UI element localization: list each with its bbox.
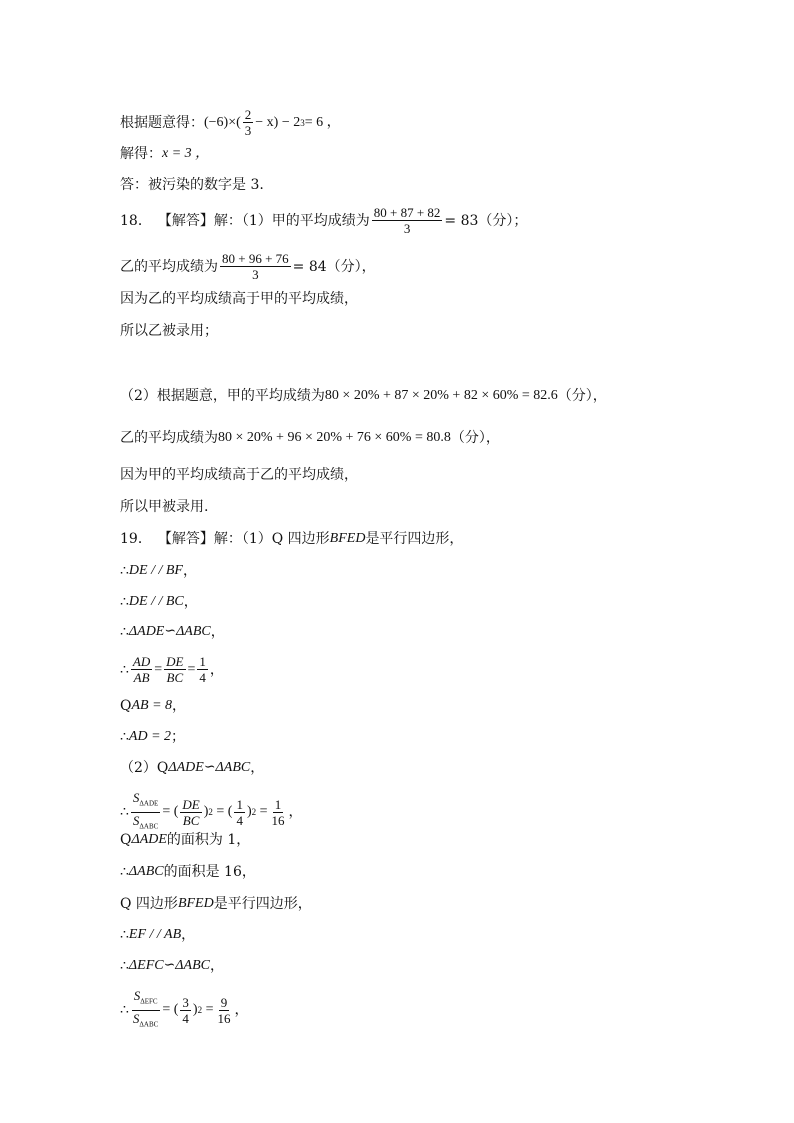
text: ∴ (120, 958, 129, 974)
text: ， (209, 958, 224, 974)
text: （分）， (450, 430, 500, 446)
text: Q (120, 832, 132, 848)
text: ， (172, 698, 187, 714)
text: ∴ (120, 624, 129, 640)
text: ， (288, 804, 303, 821)
line-11 (120, 498, 208, 516)
text: 解：（1）Q 四边形 (213, 531, 330, 547)
line-9 (120, 429, 500, 447)
text: = 84（分）， (292, 258, 376, 275)
line-5 (120, 251, 376, 282)
line-20: ∴ $\frac{S_{\Delta ADE}}{S_{\Delta ABC}}$ = ( $\frac{DE}{BC}$ ) 2 = ( $\frac{1}{4}$ ) 2 = $\frac{1}{16}$ ， (120, 790, 303, 834)
text: Q (120, 698, 132, 714)
expr: EF / / AB (128, 927, 182, 942)
line-21 (120, 831, 250, 849)
text: 答：被污染的数字是 3. (120, 177, 264, 193)
line-14 (120, 593, 198, 611)
fraction: $\frac{DE}{BC}$ (182, 796, 200, 828)
fraction: $\frac{S_{\Delta EFC}}{S_{\Delta ABC}}$ (132, 988, 159, 1029)
fraction: $\frac{DE}{BC}$ (166, 654, 184, 685)
text: 乙的平均成绩为 (120, 430, 218, 446)
expr: AB = 8 (131, 698, 173, 713)
text: （2）Q (120, 760, 169, 776)
fraction: $\frac{AD}{AB}$ (132, 654, 151, 685)
text: Q 四边形 (120, 896, 178, 912)
line-2 (120, 145, 209, 163)
fraction: $\frac{3}{4}$ (182, 994, 189, 1026)
text: ， (210, 624, 225, 640)
line-8 (120, 387, 607, 405)
text: ， (250, 760, 265, 776)
line-6 (120, 290, 358, 308)
text: ∴ (120, 594, 129, 610)
text: ， (183, 594, 198, 610)
text: ∴ (120, 804, 129, 821)
text: ∴ (120, 729, 129, 745)
answer-tag: 【解答】 (157, 212, 214, 229)
line-18 (120, 728, 185, 746)
text: 是平行四边形， (213, 896, 312, 912)
expr: 80 × 20% + 96 × 20% + 76 × 60% = 80.8 (218, 430, 451, 445)
text: （2）根据题意，甲的平均成绩为 (120, 388, 325, 404)
text: 解得： (120, 146, 162, 162)
text: ， (209, 661, 224, 678)
text: 所以乙被录用； (120, 323, 218, 339)
fraction: $\frac{9}{16}$ (217, 994, 231, 1026)
line-24 (120, 926, 195, 944)
text: ， (181, 927, 196, 943)
line-1: 根据题意得： (−6)×( $\frac{2}{3}$ − x) − 2 3 = 6 ， (120, 107, 341, 138)
line-7 (120, 322, 218, 340)
text: 根据题意得： (120, 114, 204, 131)
text: 的面积是 16， (163, 864, 256, 880)
expr: ΔADE∽ΔABC (128, 624, 211, 639)
fraction: $\frac{1}{4}$ (236, 796, 243, 828)
text: ∴ (120, 927, 129, 943)
text: ， (182, 563, 197, 579)
line-25 (120, 957, 224, 975)
line-17 (120, 697, 186, 715)
text: 乙的平均成绩为 (120, 258, 218, 275)
line-23 (120, 895, 312, 913)
line-12 (120, 530, 463, 548)
question-number: 18． (120, 212, 152, 229)
fraction: $\frac{80 + 87 + 82}{3}$ (373, 205, 441, 236)
text: 因为乙的平均成绩高于甲的平均成绩， (120, 291, 358, 307)
question-number: 19． (120, 531, 152, 547)
text: 是平行四边形， (365, 531, 464, 547)
fraction: $\frac{2}{3}$ (244, 107, 252, 138)
fraction: $\frac{1}{16}$ (271, 796, 285, 828)
line-13 (120, 562, 197, 580)
line-10 (120, 466, 358, 484)
expr: ΔADE∽ΔABC (168, 760, 251, 775)
text: ∴ (120, 1002, 129, 1019)
line-26: ∴ $\frac{S_{\Delta EFC}}{S_{\Delta ABC}}$ = ( $\frac{3}{4}$ ) 2 = $\frac{9}{16}$ ， (120, 988, 248, 1032)
variable: BFED (177, 896, 214, 911)
fraction: $\frac{80 + 96 + 76}{3}$ (222, 251, 289, 282)
expr: ΔABC (128, 864, 164, 879)
text: 所以甲被录用. (120, 499, 209, 515)
line-4 (120, 205, 527, 236)
fraction: $\frac{1}{4}$ (199, 654, 206, 685)
text: ∴ (120, 864, 129, 880)
text: 解：（1）甲的平均成绩为 (213, 212, 370, 229)
expr: AD = 2 (128, 729, 172, 744)
expr: 80 × 20% + 87 × 20% + 82 × 60% = 82.6 (324, 388, 558, 403)
expr: ΔEFC∽ΔABC (128, 958, 210, 973)
text: ∴ (120, 661, 129, 678)
text: 的面积为 1， (166, 832, 251, 848)
expr: DE / / BF (128, 563, 183, 578)
expr: − x) − 2 (255, 114, 301, 130)
expr: (−6)×( (204, 114, 241, 130)
line-15 (120, 623, 225, 641)
line-16: ∴ $\frac{AD}{AB}$ = $\frac{DE}{BC}$ = $\frac{1}{4}$ ， (120, 654, 224, 685)
expr: x = 3 ， (162, 146, 210, 161)
text: ∴ (120, 563, 129, 579)
text: = 83（分）； (444, 212, 528, 229)
fraction: $\frac{S_{\Delta ADE}}{S_{\Delta ABC}}$ (132, 790, 159, 831)
expr: = 6 ， (304, 114, 341, 130)
answer-tag: 【解答】 (157, 531, 214, 547)
variable: BFED (329, 531, 366, 546)
expr: ΔADE (131, 832, 167, 847)
expr: DE / / BC (128, 594, 184, 609)
line-19 (120, 759, 264, 777)
text: ， (234, 1002, 249, 1019)
line-3 (120, 176, 264, 194)
text: ； (171, 729, 186, 745)
text: 因为甲的平均成绩高于乙的平均成绩， (120, 467, 358, 483)
text: （分）， (557, 388, 607, 404)
line-22 (120, 863, 256, 881)
